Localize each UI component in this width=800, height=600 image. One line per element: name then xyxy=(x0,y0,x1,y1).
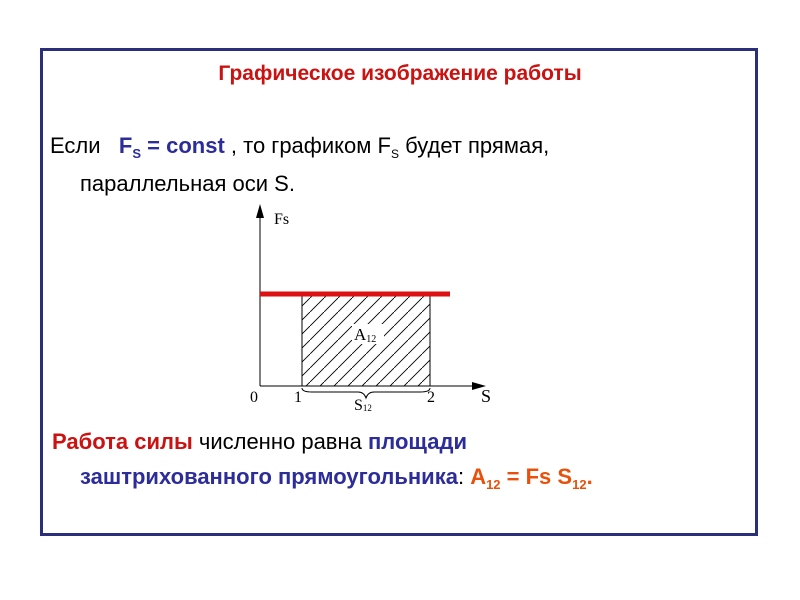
x-axis-label: S xyxy=(481,386,492,406)
statement-line-1 xyxy=(50,133,549,159)
y-axis-label: Fs xyxy=(274,211,290,228)
s12-label: S12 xyxy=(354,397,372,414)
area-label: A12 xyxy=(354,325,377,345)
tick-1-label: 1 xyxy=(294,389,302,406)
numerically-equal: численно равна xyxy=(192,429,368,454)
conclusion-line-1 xyxy=(52,429,467,455)
colon: : xyxy=(457,464,471,489)
force-symbol: $F_S$ = const xyxy=(118,133,225,161)
y-axis-arrow xyxy=(256,204,264,218)
tick-2-label: 2 xyxy=(427,389,435,406)
if-word: Если xyxy=(50,133,101,158)
then-text: , то графиком F xyxy=(224,133,391,158)
will-be-text: будет прямая, xyxy=(398,133,550,158)
work-graph xyxy=(240,200,520,420)
area-of: площади xyxy=(368,429,467,454)
then-sub: S xyxy=(390,147,399,161)
origin-label: 0 xyxy=(250,389,258,406)
work-of-force: Работа силы xyxy=(52,429,193,454)
statement-line-2: параллельная оси S. xyxy=(80,171,295,196)
s12-brace xyxy=(302,388,430,398)
formula: $A_{12} = Fs$ $S_{12}$. xyxy=(470,464,593,492)
slide-title: Графическое изображение работы xyxy=(218,62,582,85)
conclusion-line-2 xyxy=(80,464,593,490)
hatched-rectangle-text: заштрихованного прямоугольника xyxy=(80,464,458,489)
